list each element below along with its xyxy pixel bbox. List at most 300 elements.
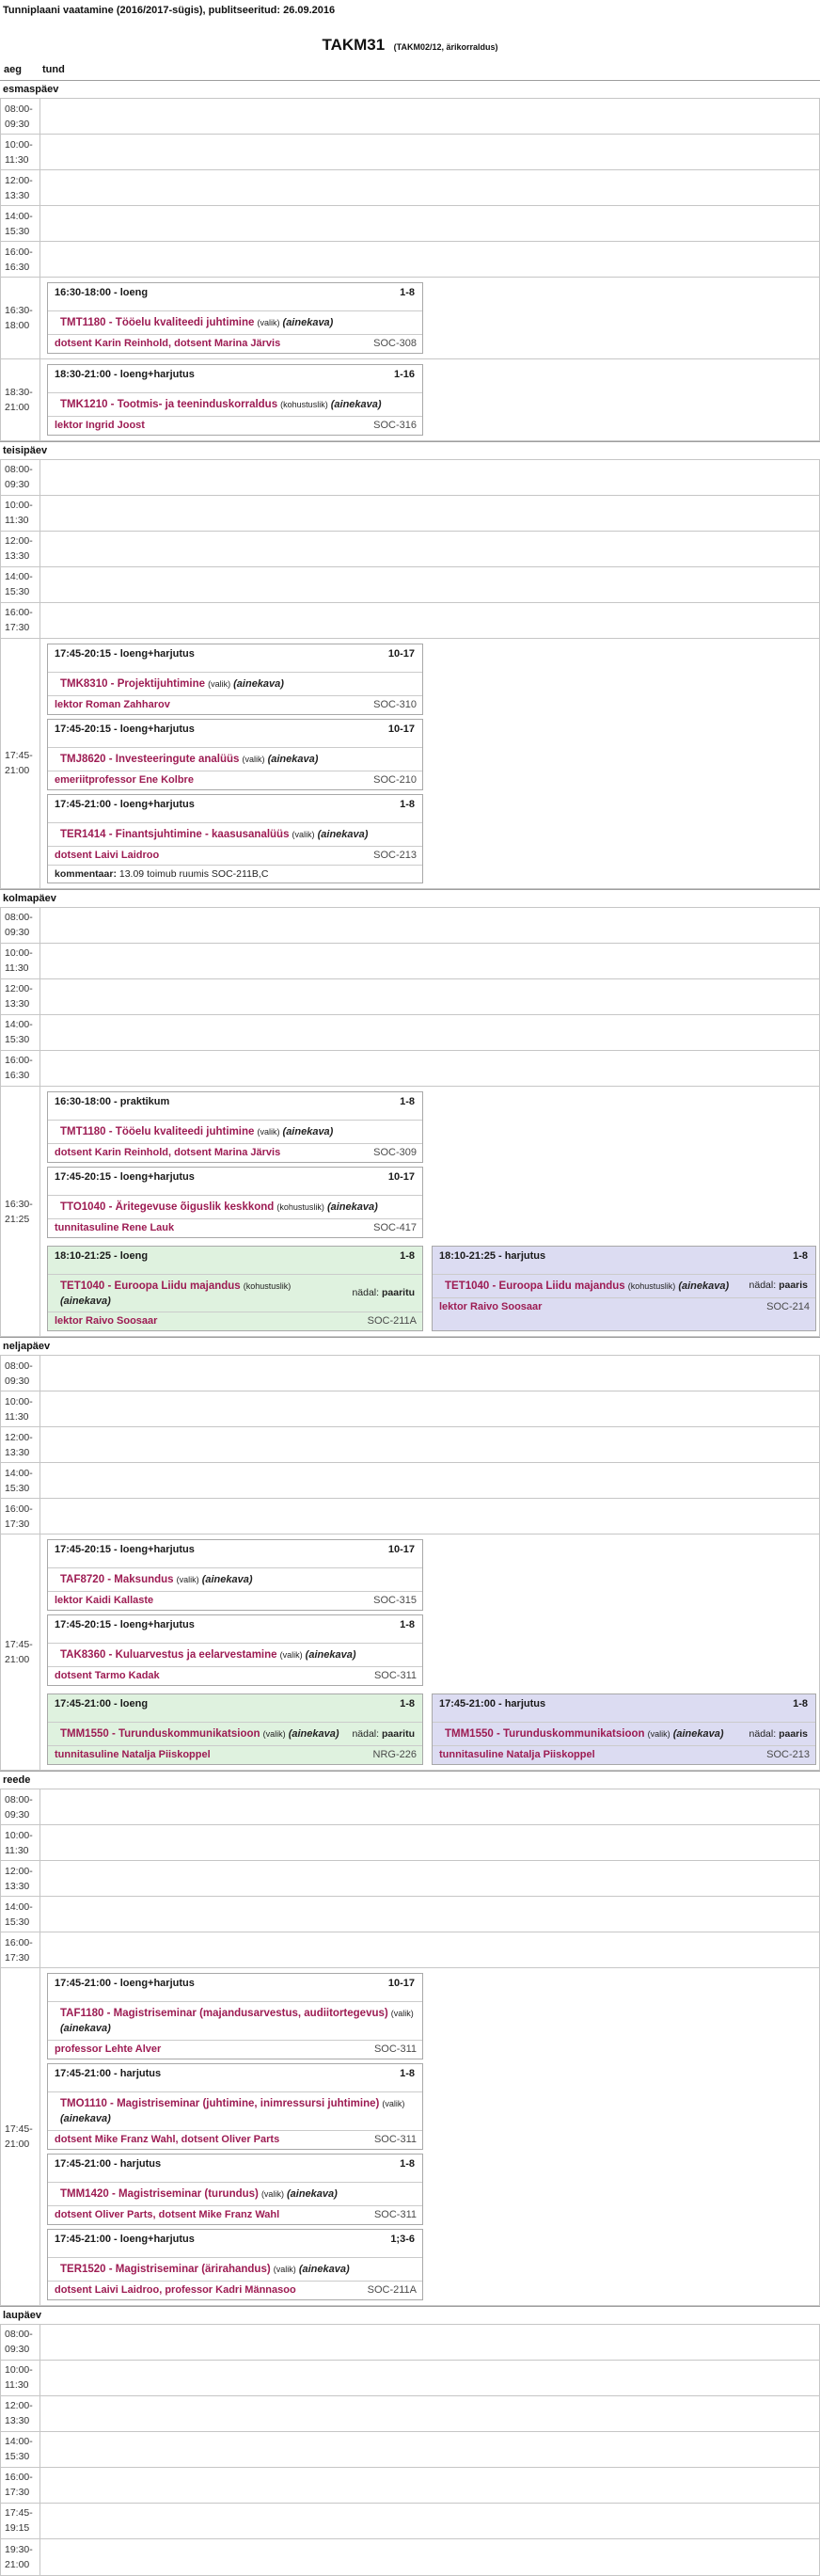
row-content [40,206,819,241]
lecturer-link[interactable]: lektor Kaidi Kallaste [55,1595,154,1607]
group-header [0,36,820,55]
day-section [0,889,820,1338]
event-lecturer-row [48,1746,422,1764]
event-header [48,795,422,823]
row-content [40,2325,819,2360]
course-info [60,2186,415,2202]
row-content [40,1087,819,1337]
course-link[interactable]: TAF8720 - Maksundus [60,1574,174,1586]
event-course-row [48,673,422,696]
event-weeks: 1-8 [400,1619,415,1631]
day-header: laupäev [3,2309,41,2321]
room-label: SOC-309 [373,1146,417,1158]
lecturer-link[interactable]: lektor Roman Zahharov [55,698,170,710]
time-slot-label: 08:00- 09:30 [1,1789,40,1824]
time-slot-label: 12:00- 13:30 [1,170,40,205]
time-row [1,1932,819,1968]
time-slot-label: 08:00- 09:30 [1,908,40,943]
time-slot-label: 14:00- 15:30 [1,1463,40,1498]
course-info [60,2096,415,2127]
event-weeks: 1-8 [400,1698,415,1710]
course-link[interactable]: TMO1110 - Magistriseminar (juhtimine, inimressursi juhtimine) [60,2098,380,2110]
course-kind-label: (kohustuslik) [280,399,328,409]
time-row [1,979,819,1015]
time-row [1,603,819,639]
event-course-row [48,2092,422,2131]
ainekava-link[interactable]: (ainekava) [282,1125,334,1137]
course-link[interactable]: TTO1040 - Äritegevuse õiguslik keskkond [60,1201,275,1213]
course-info [60,397,415,413]
day-header: esmaspäev [3,84,59,95]
day-grid [0,98,820,441]
ainekava-link[interactable]: (ainekava) [326,1201,378,1213]
row-content [40,2432,819,2467]
course-link[interactable]: TET1040 - Euroopa Liidu majandus [60,1280,241,1292]
event-time-type: 17:45-21:00 - loeng [55,1698,149,1710]
time-slot-label: 16:00- 17:30 [1,2468,40,2503]
time-row [1,99,819,135]
course-link[interactable]: TMM1550 - Turunduskommunikatsioon [60,1728,260,1741]
row-content [40,908,819,943]
event-card [47,1091,423,1163]
time-slot-label: 08:00- 09:30 [1,2325,40,2360]
event-weeks: 1;3-6 [390,2233,415,2245]
row-content [40,1789,819,1824]
event-lecturer-row [48,696,422,714]
course-info [445,1279,740,1295]
time-row [1,359,819,440]
course-link[interactable]: TMM1550 - Turunduskommunikatsioon [445,1728,645,1741]
row-content [40,135,819,169]
time-slot-label: 10:00- 11:30 [1,1825,40,1860]
course-link[interactable]: TMJ8620 - Investeeringute analüüs [60,753,240,765]
lecturer-link[interactable]: dotsent Mike Franz Wahl, dotsent Oliver Parts [55,2134,280,2145]
day-grid [0,1789,820,2306]
week-parity-value: paaritu [381,1728,415,1741]
room-label: SOC-315 [373,1595,417,1607]
event-card [47,1246,423,1332]
event-header [48,2064,422,2092]
course-link[interactable]: TAF1180 - Magistriseminar (majandusarvestus, audiitortegevus) [60,2008,388,2020]
event-header [48,1974,422,2002]
time-row [1,1897,819,1932]
time-row [1,460,819,496]
event-course-row [48,311,422,335]
course-kind-label: (valik) [257,1126,280,1137]
time-row [1,1463,819,1499]
event-header [48,365,422,393]
event-lecturer-row [48,847,422,865]
lecturer-link[interactable]: tunnitasuline Natalja Piiskoppel [439,1749,595,1761]
row-content [40,99,819,134]
row-content [40,1463,819,1498]
course-link[interactable]: TMT1180 - Tööelu kvaliteedi juhtimine [60,1125,255,1137]
time-slot-label: 16:00- 17:30 [1,1499,40,1534]
week-parity-value: paaris [779,1728,808,1741]
event-lecturer-row [48,1312,422,1330]
course-info [60,752,415,768]
event-header [48,1168,422,1196]
time-row [1,2325,819,2361]
event-course-row [48,2258,422,2282]
time-row [1,1534,819,1770]
event-course-row [433,1723,815,1746]
time-row [1,1356,819,1391]
time-row [1,1427,819,1463]
event-header [48,644,422,673]
event-card [432,1693,816,1765]
time-slot-label: 17:45- 19:15 [1,2504,40,2538]
event-course-row [48,1121,422,1144]
time-slot-label: 16:00- 16:30 [1,1051,40,1086]
course-link[interactable]: TMK1210 - Tootmis- ja teeninduskorraldus [60,398,278,410]
ainekava-link[interactable]: (ainekava) [233,677,284,690]
room-label: SOC-316 [373,419,417,431]
event-weeks: 1-8 [793,1249,808,1262]
time-row [1,1087,819,1337]
row-content [40,170,819,205]
day-header: teisipäev [3,444,48,456]
room-label: SOC-311 [373,2208,417,2220]
course-info [60,676,415,692]
lecturer-link[interactable]: professor Lehte Alver [55,2043,162,2056]
ainekava-link[interactable]: (ainekava) [330,398,382,410]
event-card [47,2154,423,2225]
room-label: SOC-311 [373,1670,417,1682]
ainekava-link[interactable]: (ainekava) [60,1295,111,1307]
event-card [47,1973,423,2059]
ainekava-link[interactable]: (ainekava) [201,1574,253,1586]
event-time-type: 16:30-18:00 - praktikum [55,1095,170,1107]
event-course-row [48,1568,422,1592]
event-weeks: 1-8 [793,1698,808,1710]
course-link[interactable]: TAK8360 - Kuluarvestus ja eelarvestamine [60,1649,277,1662]
time-row [1,1051,819,1087]
week-parity: nädal: paaris [749,1280,808,1292]
course-kind-label: (valik) [262,1729,286,1740]
event-time-type: 17:45-20:15 - loeng+harjutus [55,1619,195,1631]
lecturer-link[interactable]: dotsent Oliver Parts, dotsent Mike Franz Wahl [55,2208,280,2220]
ainekava-link[interactable]: (ainekava) [678,1280,730,1292]
event-lecturer-row [48,2206,422,2224]
event-weeks: 1-8 [400,1249,415,1262]
course-link[interactable]: TET1040 - Euroopa Liidu majandus [445,1280,625,1292]
ainekava-link[interactable]: (ainekava) [287,2188,338,2200]
event-time-type: 17:45-20:15 - loeng+harjutus [55,723,195,735]
course-kind-label: (valik) [647,1729,670,1740]
time-row [1,639,819,888]
event-comment: kommentaar: 13.09 toimub ruumis SOC-211B,C [48,865,422,883]
course-kind-label: (valik) [242,754,265,764]
lecturer-link[interactable]: dotsent Karin Reinhold, dotsent Marina Järvis [55,1146,281,1158]
room-label: NRG-226 [372,1749,417,1761]
row-content [40,496,819,531]
course-info [60,315,415,331]
row-content [40,2396,819,2431]
time-slot-label: 12:00- 13:30 [1,532,40,566]
row-content [40,1051,819,1086]
time-row [1,135,819,170]
col-header-tund: tund [42,64,65,75]
time-slot-label: 16:30- 18:00 [1,278,40,358]
event-weeks: 10-17 [387,1978,415,1990]
time-slot-label: 10:00- 11:30 [1,944,40,978]
course-info [60,1200,415,1216]
time-slot-label: 14:00- 15:30 [1,1015,40,1050]
lecturer-link[interactable]: dotsent Laivi Laidroo, professor Kadri Männasoo [55,2283,296,2296]
day-header: kolmapäev [3,892,56,904]
time-row [1,1968,819,2305]
event-card [47,1539,423,1611]
day-section [0,1337,820,1771]
time-row [1,2361,819,2396]
event-time-type: 17:45-21:00 - harjutus [55,2158,162,2170]
lecturer-link[interactable]: lektor Raivo Soosaar [55,1315,158,1328]
row-content [40,1499,819,1534]
event-course-row [48,823,422,847]
time-slot-label: 16:00- 16:30 [1,242,40,277]
row-content [40,2504,819,2538]
course-kind-label: (valik) [208,678,231,689]
event-weeks: 10-17 [387,647,415,660]
event-header [48,2230,422,2258]
event-weeks: 10-17 [387,1170,415,1183]
event-course-row [48,1196,422,1219]
course-kind-label: (kohustuslik) [276,1201,324,1212]
event-lecturer-row [48,2282,422,2299]
week-parity: nädal: paaritu [352,1287,415,1299]
event-card [47,2229,423,2300]
event-card [47,644,423,715]
room-label: SOC-311 [373,2134,417,2145]
event-lecturer-row [48,1667,422,1685]
course-kind-label: (valik) [382,2099,405,2109]
event-lecturer-row [48,1592,422,1610]
row-content [40,1356,819,1391]
event-weeks: 10-17 [387,1544,415,1556]
time-row [1,1015,819,1051]
ainekava-link[interactable]: (ainekava) [317,828,369,840]
ainekava-link[interactable]: (ainekava) [282,317,334,328]
course-link[interactable]: TMT1180 - Tööelu kvaliteedi juhtimine [60,317,255,328]
event-weeks: 1-8 [400,798,415,810]
event-lecturer-row [48,335,422,353]
event-header [48,720,422,748]
event-weeks: 1-8 [400,2158,415,2170]
time-slot-label: 16:00- 17:30 [1,603,40,638]
comment-label: kommentaar: [55,867,117,880]
lecturer-link[interactable]: lektor Raivo Soosaar [439,1300,543,1312]
event-time-type: 17:45-21:00 - loeng+harjutus [55,798,195,810]
lecturer-link[interactable]: tunnitasuline Rene Lauk [55,1221,175,1233]
time-slot-label: 08:00- 09:30 [1,460,40,495]
parallel-events [42,1242,817,1336]
row-content [40,944,819,978]
row-content [40,1825,819,1860]
course-info [60,2006,415,2037]
lecturer-link[interactable]: dotsent Tarmo Kadak [55,1670,160,1682]
lecturer-link[interactable]: tunnitasuline Natalja Piiskoppel [55,1749,211,1761]
day-grid [0,1355,820,1771]
event-weeks: 10-17 [387,723,415,735]
event-header [48,2155,422,2183]
ainekava-link[interactable]: (ainekava) [288,1728,339,1741]
row-content [40,979,819,1014]
course-info [60,1279,342,1310]
row-content [40,639,819,888]
event-course-row [48,1723,422,1746]
group-code: TAKM31 [322,36,386,54]
time-slot-label: 14:00- 15:30 [1,2432,40,2467]
day-section [0,2306,820,2576]
event-time-type: 18:10-21:25 - loeng [55,1249,149,1262]
row-content [40,532,819,566]
course-info [60,1647,415,1663]
course-link[interactable]: TER1520 - Magistriseminar (ärirahandus) [60,2263,271,2275]
time-slot-label: 08:00- 09:30 [1,99,40,134]
time-slot-label: 12:00- 13:30 [1,1861,40,1896]
event-card [47,1614,423,1686]
event-time-type: 17:45-20:15 - loeng+harjutus [55,1170,195,1183]
day-header: reede [3,1774,31,1787]
ainekava-link[interactable]: (ainekava) [298,2263,350,2275]
room-label: SOC-214 [766,1300,810,1312]
event-lecturer-row [48,771,422,789]
col-header-aeg: aeg [4,64,22,75]
time-slot-label: 12:00- 13:30 [1,2396,40,2431]
course-link[interactable]: TMK8310 - Projektijuhtimine [60,677,206,690]
event-course-row [48,393,422,417]
parallel-events [42,1690,817,1769]
ainekava-link[interactable]: (ainekava) [305,1649,356,1662]
row-content [40,1861,819,1896]
row-content [40,1897,819,1932]
event-course-row [433,1275,815,1298]
week-parity: nädal: paaritu [352,1728,415,1741]
course-info [60,827,415,843]
course-link[interactable]: TMM1420 - Magistriseminar (turundus) [60,2188,259,2200]
ainekava-link[interactable]: (ainekava) [60,2113,111,2125]
event-time-type: 17:45-21:00 - loeng+harjutus [55,1978,195,1990]
group-info: (TAKM02/12, ärikorraldus) [393,42,498,52]
event-time-type: 18:10-21:25 - harjutus [439,1249,546,1262]
event-weeks: 1-8 [400,287,415,298]
time-slot-label: 14:00- 15:30 [1,567,40,602]
time-slot-label: 12:00- 13:30 [1,979,40,1014]
day-section [0,80,820,441]
time-slot-label: 12:00- 13:30 [1,1427,40,1462]
event-lecturer-row [48,417,422,435]
row-content [40,2539,819,2575]
day-grid [0,2324,820,2576]
page-title: Tunniplaani vaatamine (2016/2017-sügis), publitseeritud: 26.09.2016 [3,5,336,16]
lecturer-link[interactable]: lektor Ingrid Joost [55,419,145,431]
time-row [1,496,819,532]
event-lecturer-row [433,1298,815,1316]
day-grid [0,907,820,1338]
lecturer-link[interactable]: emeriitprofessor Ene Kolbre [55,773,194,786]
ainekava-link[interactable]: (ainekava) [672,1728,724,1741]
time-row [1,2396,819,2432]
course-info [60,2262,415,2278]
room-label: SOC-210 [373,773,417,786]
course-info [60,1124,415,1140]
row-content [40,1015,819,1050]
room-label: SOC-213 [373,849,417,861]
event-lecturer-row [48,1144,422,1162]
event-time-type: 17:45-20:15 - loeng+harjutus [55,1544,195,1556]
room-label: SOC-211A [367,2283,417,2296]
event-weeks: 1-8 [400,1095,415,1107]
time-slot-label: 18:30- 21:00 [1,359,40,440]
lecturer-link[interactable]: dotsent Laivi Laidroo [55,849,160,861]
time-slot-label: 10:00- 11:30 [1,135,40,169]
time-row [1,278,819,359]
row-content [40,278,819,358]
ainekava-link[interactable]: (ainekava) [267,753,319,765]
course-kind-label: (valik) [292,829,315,839]
time-slot-label: 19:30- 21:00 [1,2539,40,2575]
time-row [1,1861,819,1897]
event-card [47,1167,423,1238]
ainekava-link[interactable]: (ainekava) [60,2023,111,2035]
event-header [433,1694,815,1723]
lecturer-link[interactable]: dotsent Karin Reinhold, dotsent Marina Järvis [55,337,281,349]
event-course-row [48,1275,422,1313]
day-header: neljapäev [3,1341,51,1353]
time-slot-label: 14:00- 15:30 [1,1897,40,1932]
room-label: SOC-308 [373,337,417,349]
time-row [1,532,819,567]
course-info [445,1726,740,1742]
event-lecturer-row [48,1219,422,1237]
row-content [40,1932,819,1967]
time-slot-label: 17:45- 21:00 [1,1534,40,1770]
time-row [1,2504,819,2539]
event-header [48,1247,422,1275]
event-time-type: 17:45-21:00 - harjutus [439,1698,546,1710]
event-lecturer-row [48,2041,422,2059]
course-kind-label: (valik) [279,1650,303,1661]
event-card [47,1693,423,1765]
day-grid [0,459,820,889]
time-row [1,567,819,603]
event-card [432,1246,816,1332]
week-parity-value: paaritu [381,1287,415,1299]
time-row [1,944,819,979]
event-header [48,1540,422,1568]
days-container [0,80,820,2576]
room-label: SOC-213 [766,1749,810,1761]
course-kind-label: (valik) [273,2264,296,2274]
time-row [1,1499,819,1534]
event-card [47,364,423,436]
event-time-type: 17:45-21:00 - harjutus [55,2068,162,2080]
row-content [40,567,819,602]
event-card [47,719,423,790]
time-slot-label: 17:45- 21:00 [1,1968,40,2305]
columns-header [0,56,820,80]
event-time-type: 16:30-18:00 - loeng [55,287,149,298]
course-kind-label: (kohustuslik) [627,1280,676,1291]
event-time-type: 17:45-20:15 - loeng+harjutus [55,647,195,660]
event-time-type: 18:30-21:00 - loeng+harjutus [55,368,195,380]
event-card [47,2063,423,2150]
course-link[interactable]: TER1414 - Finantsjuhtimine - kaasusanalüüs [60,828,290,840]
time-slot-label: 17:45- 21:00 [1,639,40,888]
time-slot-label: 14:00- 15:30 [1,206,40,241]
time-slot-label: 10:00- 11:30 [1,2361,40,2395]
